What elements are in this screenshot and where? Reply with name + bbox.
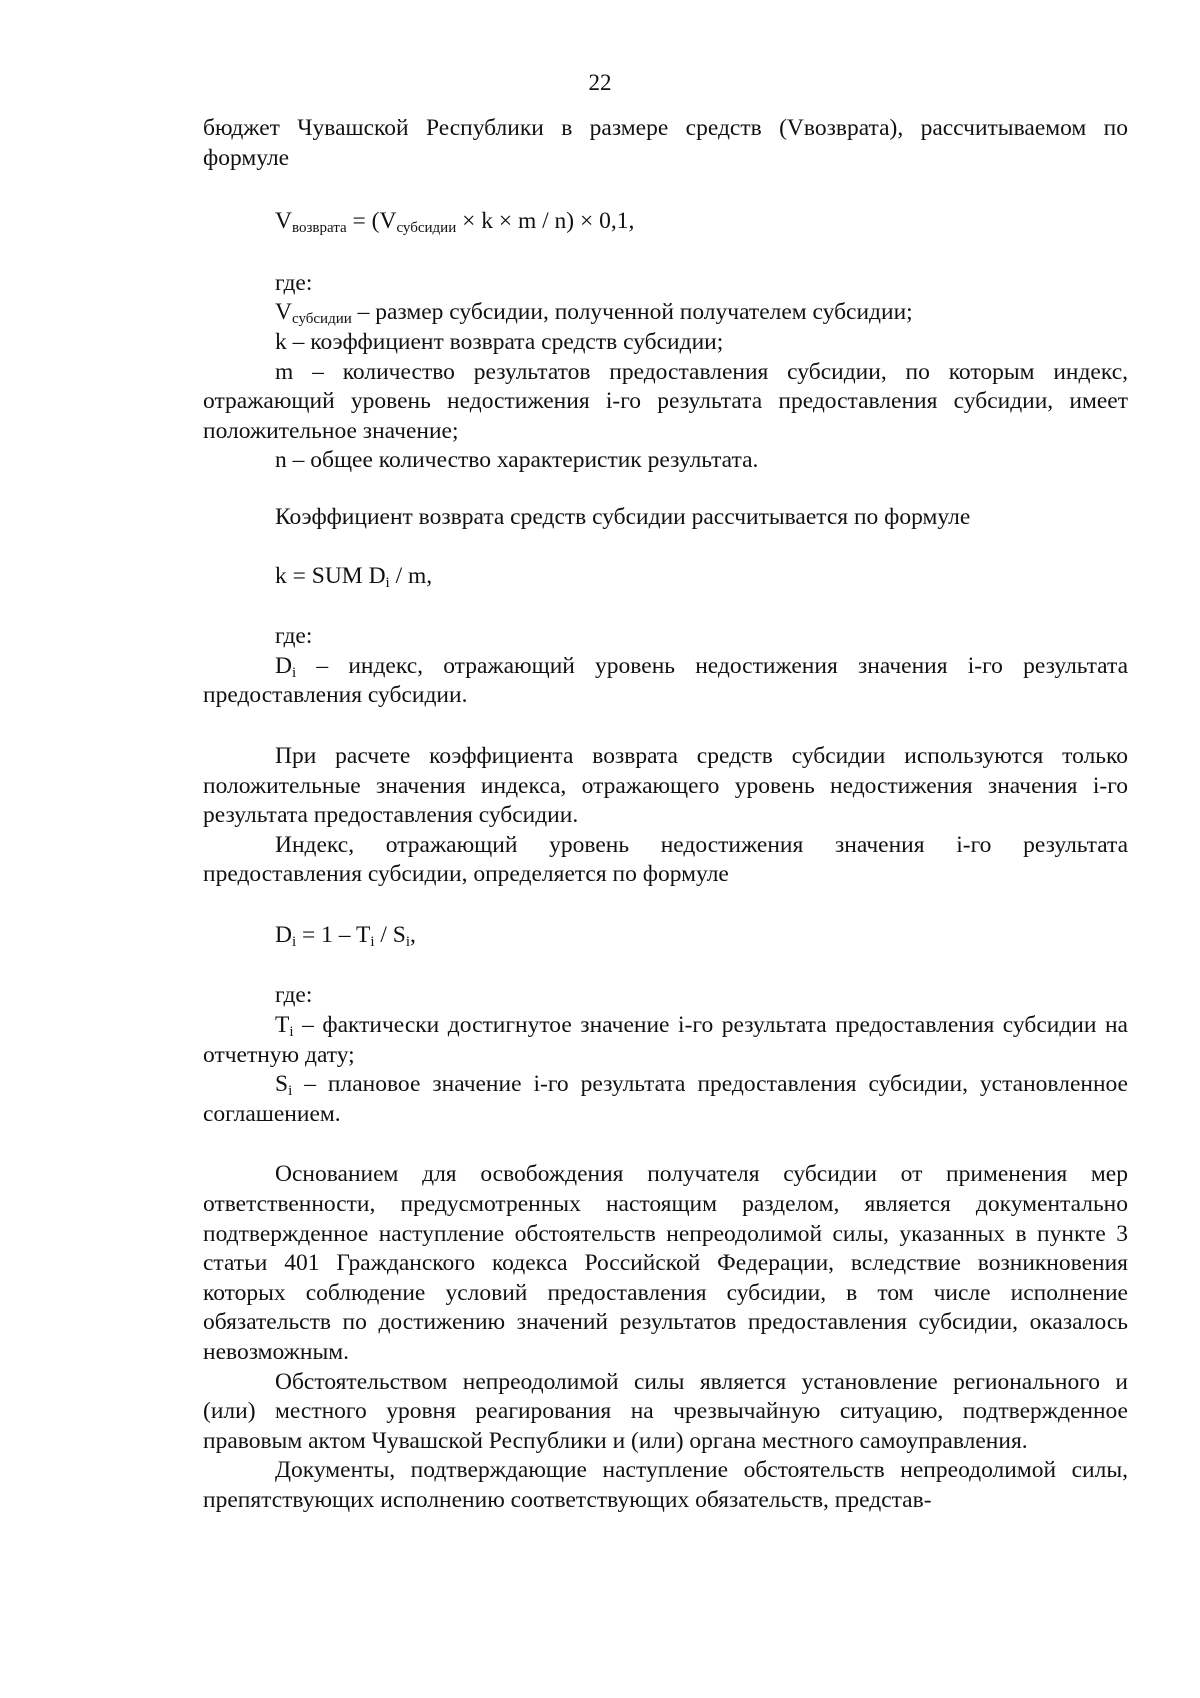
document-body [203,114,1128,1516]
def-t-text: – фактически достигнутое значение i-го результата предоставления субсидии на отчетную дату; [203,1012,1128,1068]
def-s-text: – плановое значение i-го результата предоставления субсидии, установленное соглашением. [203,1071,1128,1127]
def-d-text: – индекс, отражающий уровень недостижения значения i-го результата предоставления субсидии. [203,652,1128,709]
def-v-symbol: V [275,299,292,326]
formula-v-subscript: субсидии [396,220,457,237]
definition-s [203,1070,1128,1129]
formula2-subscript: i [385,574,390,591]
formula3-d: D [275,921,292,948]
paragraph-intro: бюджет Чувашской Республики в размере средств (Vвозврата), рассчитываемом по формуле [203,115,1128,171]
paragraph-coefficient: Коэффициент возврата средств субсидии рассчитывается по формуле [275,503,971,530]
formula-lhs-subscript: возврата [291,220,347,237]
where-label-3: где: [275,982,313,1009]
def-t-symbol: T [275,1012,290,1039]
formula3-end: , [410,921,416,948]
definition-m: m – количество результатов предоставления субсидии, по которым индекс, отражающий уровень недостижения i-го результата предоставления субсидии, имеет положительное значение; [203,358,1128,444]
def-d-subscript: i [291,664,297,681]
def-s-symbol: S [275,1071,289,1098]
definition-n: n – общее количество характеристик результата. [275,447,759,474]
paragraph-index-definition: Индекс, отражающий уровень недостижения значения i-го результата предоставления субсидии, определяется по формулe [203,831,1128,888]
def-t-subscript: i [289,1024,294,1041]
formula-index [203,921,1128,951]
where-label-2: где: [275,623,313,650]
def-s-subscript: i [288,1083,293,1100]
def-d-symbol: D [275,652,292,679]
formula-coefficient [203,562,1128,592]
where-label-1: где: [275,269,313,296]
def-v-subscript: субсидии [291,311,352,328]
formula-rhs: × k × m / n) × 0,1, [456,208,635,235]
formula-eq-open: = (V [346,208,397,235]
formula2-post: / m, [389,562,433,589]
paragraph-documents: Документы, подтверждающие наступление обстоятельств непреодолимой силы, препятствующих исполнению соответствующих обязательств, представ- [203,1457,1128,1513]
paragraph-positive-values: При расчете коэффициента возврата средств субсидии используются только положительные значения индекса, отражающего уровень недостижения значения i-го результата предоставления субсидии. [203,742,1128,829]
formula2-pre: k = SUM D [275,562,386,589]
definition-v-subsidy [203,298,1128,328]
formula3-mid: = 1 – T [296,921,371,948]
definition-d [203,652,1128,711]
definition-t [203,1011,1128,1070]
formula3-t-subscript: i [370,933,375,950]
paragraph-force-majeure-definition: Обстоятельством непреодолимой силы является установление регионального и (или) местного уровня реагирования на чрезвычайную ситуацию, подтвержденное правовым актом Чувашской Республики и (или) органа местного самоуправления. [203,1368,1128,1454]
formula3-d-subscript: i [291,933,297,950]
def-v-text: – размер субсидии, полученной получателем субсидии; [351,299,913,326]
paragraph-force-majeure-basis: Основанием для освобождения получателя субсидии от применения мер ответственности, предусмотренных настоящим разделом, является документально подтвержденное наступление обстоятельств непреодолимой силы, указанных в пункте 3 статьи 401 Гражданского кодекса Российской Федерации, вследствие возникновения которых соблюдение условий предоставления субсидии, в том числе исполнение обязательств по достижению значений результатов предоставления субсидии, оказалось невозможным. [203,1161,1128,1365]
formula3-div: / S [374,921,406,948]
page-number: 22 [588,70,612,95]
formula-lhs: V [275,208,292,235]
formula3-s-subscript: i [405,933,411,950]
formula-return-amount [203,207,1128,237]
definition-k: k – коэффициент возврата средств субсидии; [275,328,724,355]
